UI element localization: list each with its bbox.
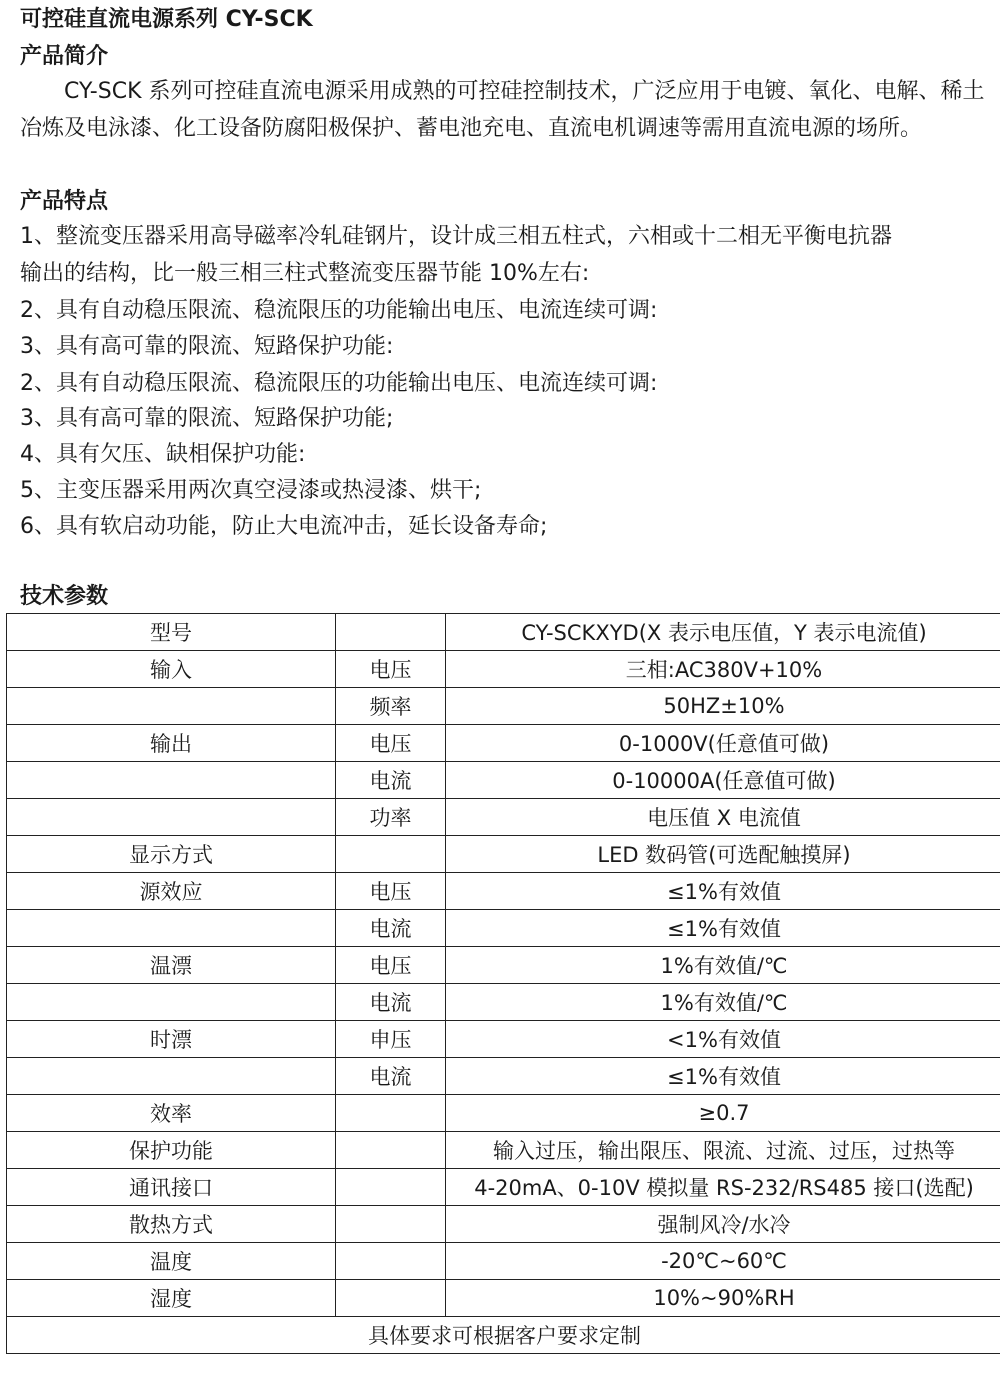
param-cell — [7, 910, 336, 947]
sub-param-cell: 电压 — [336, 725, 446, 762]
param-cell — [7, 1058, 336, 1095]
table-row — [7, 1058, 1000, 1095]
feature-line: 3、具有高可靠的限流、短路保护功能: — [20, 334, 394, 359]
table-row — [7, 873, 1000, 910]
param-cell — [7, 799, 336, 836]
table-row — [7, 762, 1000, 799]
sub-param-cell: 电流 — [336, 762, 446, 799]
param-cell: 温度 — [7, 1243, 336, 1280]
table-row — [7, 836, 1000, 873]
feature-line: 2、具有自动稳压限流、稳流限压的功能输出电压、电流连续可调: — [20, 298, 658, 323]
param-cell: 显示方式 — [7, 836, 336, 873]
value-cell: 1%有效值/℃ — [446, 947, 1000, 984]
param-cell — [7, 984, 336, 1021]
param-cell: 输出 — [7, 725, 336, 762]
value-cell: 输入过压，输出限压、限流、过流、过压，过热等 — [446, 1132, 1000, 1169]
sub-param-cell: 电压 — [336, 651, 446, 688]
feature-line: 4、具有欠压、缺相保护功能: — [20, 442, 306, 467]
table-row — [7, 1280, 1000, 1317]
feature-line: 3、具有高可靠的限流、短路保护功能; — [20, 406, 394, 431]
sub-param-cell — [336, 1206, 446, 1243]
param-cell: 源效应 — [7, 873, 336, 910]
feature-line: 6、具有软启动功能，防止大电流冲击，延长设备寿命; — [20, 514, 548, 539]
value-cell: ≤1%有效值 — [446, 910, 1000, 947]
sub-param-cell: 申压 — [336, 1021, 446, 1058]
sub-param-cell: 功率 — [336, 799, 446, 836]
sub-param-cell: 电压 — [336, 873, 446, 910]
spec-table — [6, 613, 1000, 1354]
table-row — [7, 725, 1000, 762]
param-cell: 散热方式 — [7, 1206, 336, 1243]
table-row — [7, 1021, 1000, 1058]
param-cell: 温漂 — [7, 947, 336, 984]
value-cell: CY-SCKXYD(X 表示电压值，Y 表示电流值) — [446, 614, 1000, 651]
param-cell: 保护功能 — [7, 1132, 336, 1169]
table-row — [7, 1132, 1000, 1169]
sub-param-cell: 电流 — [336, 984, 446, 1021]
sub-param-cell — [336, 1095, 446, 1132]
feature-line: 1、整流变压器采用高导磁率冷轧硅钢片，设计成三相五柱式，六相或十二相无平衡电抗器 — [20, 224, 893, 249]
spec-heading: 技术参数 — [20, 584, 109, 609]
sub-param-cell — [336, 1243, 446, 1280]
table-row — [7, 984, 1000, 1021]
features-heading: 产品特点 — [20, 189, 109, 214]
param-cell — [7, 688, 336, 725]
table-row — [7, 799, 1000, 836]
value-cell: LED 数码管(可选配触摸屏) — [446, 836, 1000, 873]
document-title: 可控硅直流电源系列 CY-SCK — [20, 7, 313, 32]
param-cell: 输入 — [7, 651, 336, 688]
sub-param-cell — [336, 1169, 446, 1206]
value-cell: <1%有效值 — [446, 1021, 1000, 1058]
sub-param-cell: 电流 — [336, 1058, 446, 1095]
param-cell: 效率 — [7, 1095, 336, 1132]
feature-line: 2、具有自动稳压限流、稳流限压的功能输出电压、电流连续可调: — [20, 371, 658, 396]
value-cell: 10%~90%RH — [446, 1280, 1000, 1317]
feature-line: 输出的结构，比一般三相三柱式整流变压器节能 10%左右: — [20, 261, 590, 286]
param-cell — [7, 762, 336, 799]
value-cell: 0-1000V(任意值可做) — [446, 725, 1000, 762]
intro-heading: 产品简介 — [20, 44, 109, 69]
value-cell: 电压值 X 电流值 — [446, 799, 1000, 836]
table-row — [7, 910, 1000, 947]
table-footer-row — [7, 1317, 1000, 1354]
value-cell: ≤1%有效值 — [446, 873, 1000, 910]
table-row — [7, 947, 1000, 984]
value-cell: 1%有效值/℃ — [446, 984, 1000, 1021]
value-cell: 4-20mA、0-10V 模拟量 RS-232/RS485 接口(选配) — [446, 1169, 1000, 1206]
value-cell: -20℃~60℃ — [446, 1243, 1000, 1280]
table-row — [7, 614, 1000, 651]
value-cell: 三相:AC380V+10% — [446, 651, 1000, 688]
intro-paragraph: CY-SCK 系列可控硅直流电源采用成熟的可控硅控制技术，广泛应用于电镀、氧化、电解、稀土冶炼及电泳漆、化工设备防腐阳极保护、蓄电池充电、直流电机调速等需用直流电源的场所。 — [20, 79, 985, 141]
table-footer-note: 具体要求可根据客户要求定制 — [7, 1317, 1000, 1354]
table-row — [7, 1169, 1000, 1206]
table-row — [7, 688, 1000, 725]
sub-param-cell — [336, 614, 446, 651]
feature-line: 5、主变压器采用两次真空浸漆或热浸漆、烘干; — [20, 478, 482, 503]
sub-param-cell — [336, 1132, 446, 1169]
value-cell: ≤1%有效值 — [446, 1058, 1000, 1095]
param-cell: 时漂 — [7, 1021, 336, 1058]
value-cell: 0-10000A(任意值可做) — [446, 762, 1000, 799]
param-cell: 型号 — [7, 614, 336, 651]
table-row — [7, 651, 1000, 688]
table-row — [7, 1206, 1000, 1243]
param-cell: 通讯接口 — [7, 1169, 336, 1206]
sub-param-cell: 电压 — [336, 947, 446, 984]
value-cell: 50HZ±10% — [446, 688, 1000, 725]
sub-param-cell: 电流 — [336, 910, 446, 947]
value-cell: 强制风冷/水冷 — [446, 1206, 1000, 1243]
sub-param-cell — [336, 836, 446, 873]
table-row — [7, 1243, 1000, 1280]
sub-param-cell: 频率 — [336, 688, 446, 725]
value-cell: ≥0.7 — [446, 1095, 1000, 1132]
table-row — [7, 1095, 1000, 1132]
param-cell: 湿度 — [7, 1280, 336, 1317]
sub-param-cell — [336, 1280, 446, 1317]
